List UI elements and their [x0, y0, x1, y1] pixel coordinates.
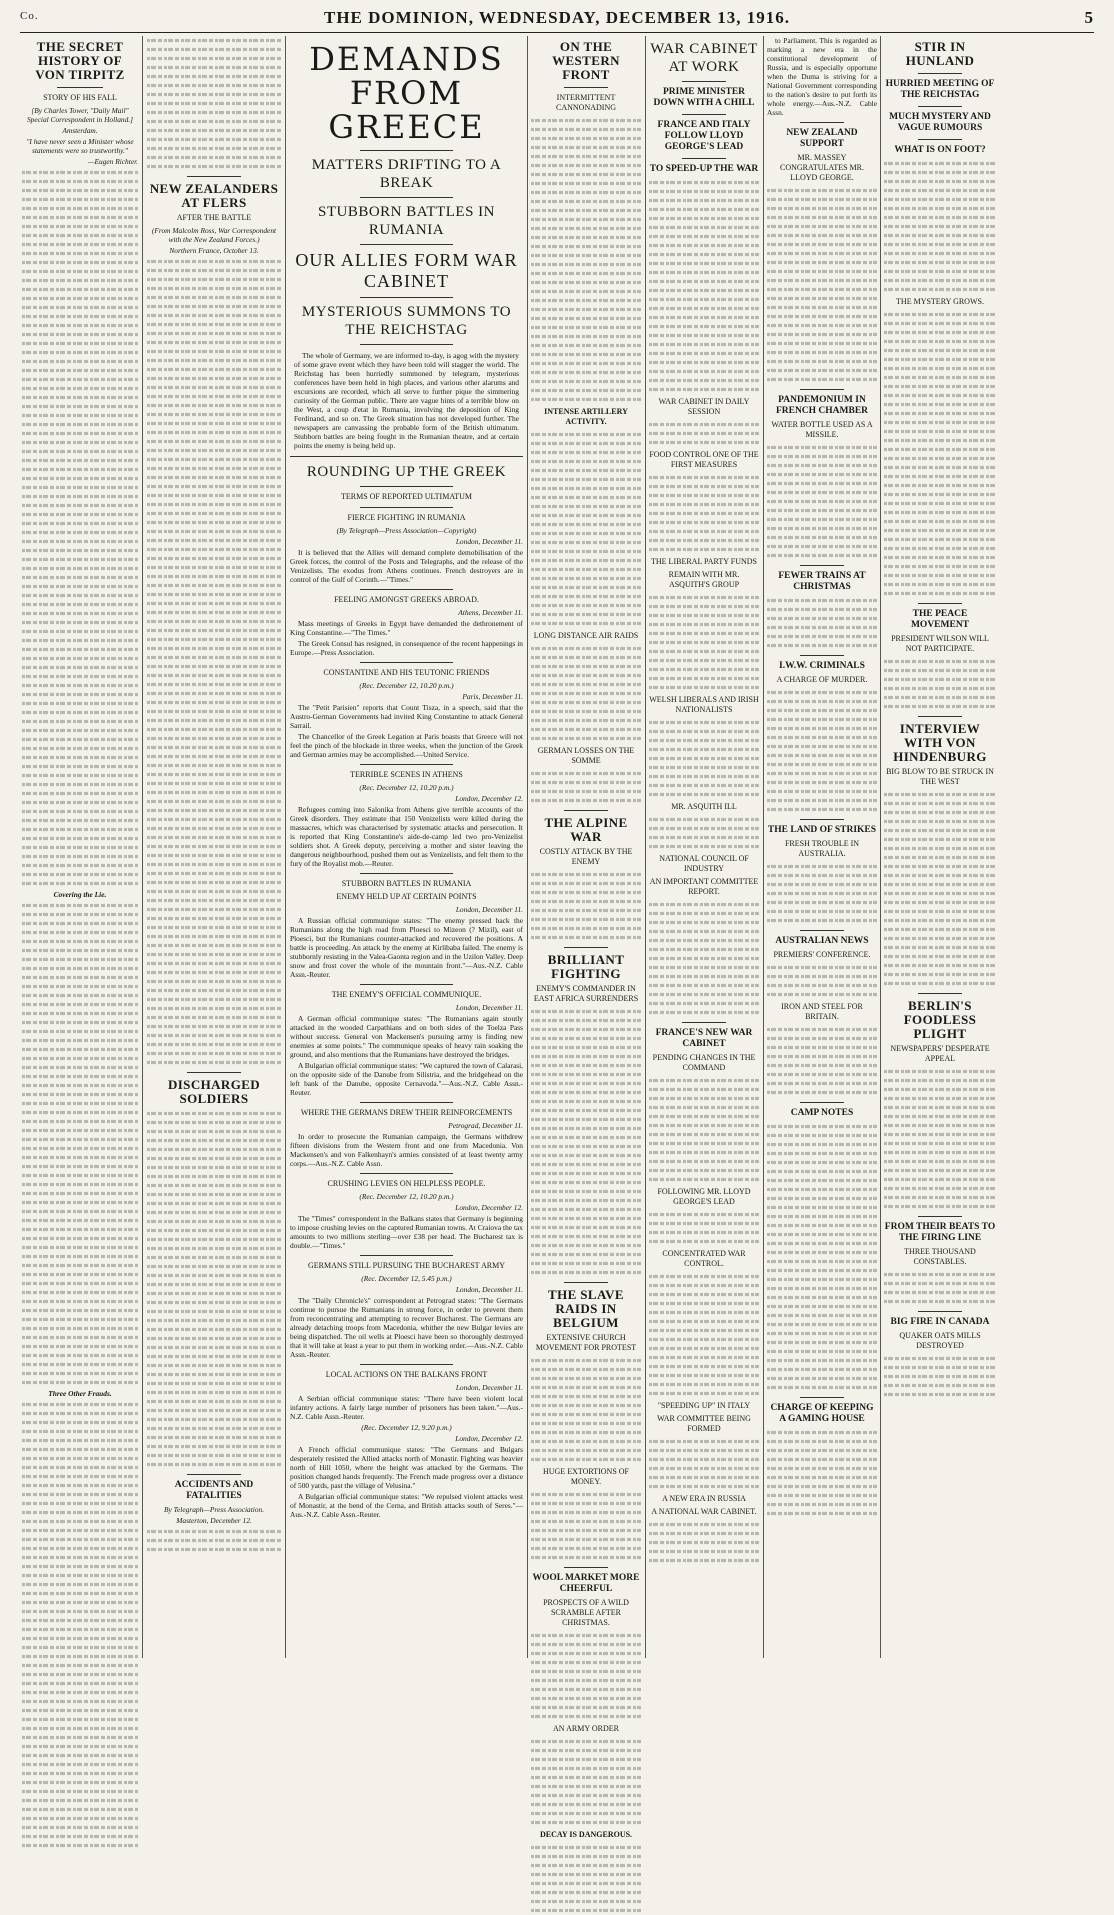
- column-rule: [645, 36, 646, 1658]
- column-rule: [142, 36, 143, 1658]
- body-text-block: [147, 257, 281, 1067]
- body-text-block: [884, 1270, 996, 1306]
- subhead-levies: CRUSHING LEVIES ON HELPLESS PEOPLE.: [327, 1179, 486, 1188]
- subhead-air-raids: LONG DISTANCE AIR RAIDS: [533, 631, 639, 640]
- body-text-block: [531, 1490, 641, 1562]
- paragraph: The "Daily Chronicle's" correspondent at Petrograd states: "The Germans continue to pursue the Rumanians in strong force, in order to prevent them from reconcentrating and attempting to recover Bucharest. The Germans are already detaching troops from Macedonia, whither the new Bulgar levies are being dispatched. The oil wells at Ploesci have been so thoroughly destroyed that it will take at least a year to put them in working order.—Aus.-N.Z. Cable Assn.-Reuter.: [290, 1296, 523, 1359]
- subhead-constables: THREE THOUSAND CONSTABLES.: [904, 1247, 976, 1266]
- body-text-block: [767, 443, 877, 560]
- body-text-block: [767, 862, 877, 925]
- received: (Rec. December 12, 10.20 p.m.): [359, 1192, 454, 1201]
- masthead-title: THE DOMINION, WEDNESDAY, DECEMBER 13, 1916.: [323, 8, 791, 27]
- body-text-block: [531, 644, 641, 743]
- subhead-quaker: QUAKER OATS MILLS DESTROYED: [899, 1331, 981, 1350]
- subhead-frauds: Three Other Frauds.: [48, 1389, 112, 1398]
- subhead-held-up: ENEMY HELD UP AT CERTAIN POINTS: [336, 892, 477, 901]
- subhead-national-council: NATIONAL COUNCIL OF INDUSTRY: [659, 854, 749, 873]
- subhead-appeal: NEWSPAPERS' DESPERATE APPEAL: [890, 1044, 990, 1063]
- paragraph: Refugees coming into Salonika from Athens give terrible accounts of the Greek disorders. They estimate that 150 Venizelists were killed during the massacres, which was characterised by systematic attacks and persecution. It is reported that King Constantine's aide-de-camp led two pro-Venizelist soldiers shot. A Greek deputy, perceiving a mother and sister leaving the dangerous neighbourhood, pushed them out as Venizelists, and felt them to the fury of the Royalist mob.—Reuter.: [290, 805, 523, 868]
- headline-nz-support: NEW ZEALAND SUPPORT: [786, 128, 858, 149]
- received: (Rec. December 12, 10.20 p.m.): [359, 681, 454, 690]
- body-text-block: [531, 116, 641, 404]
- subhead-australia: FRESH TROUBLE IN AUSTRALIA.: [784, 839, 860, 858]
- body-text-block: [884, 1354, 996, 1399]
- subhead-asquith-group: REMAIN WITH MR. ASQUITH'S GROUP: [668, 570, 740, 589]
- column-war-cabinet: [649, 36, 759, 1658]
- subhead-east-africa: ENEMY'S COMMANDER IN EAST AFRICA SURRENDERS: [533, 984, 639, 1003]
- column-rule: [285, 36, 286, 1658]
- agency: By Telegraph—Press Association.: [163, 1505, 265, 1514]
- subhead-enemy-communique: THE ENEMY'S OFFICIAL COMMUNIQUE.: [331, 990, 482, 999]
- paragraph: The Chancellor of the Greek Legation at Paris boasts that Greece will not feel the pinch of the blockade in three weeks, when the junction of the Greek and German armies may be accomplished.—United Service.: [290, 732, 523, 759]
- subhead-massey: MR. MASSEY CONGRATULATES MR. LLOYD GEORGE.: [779, 153, 864, 182]
- subhead-after-battle: AFTER THE BATTLE: [176, 213, 252, 222]
- subhead-fierce: FIERCE FIGHTING IN RUMANIA: [347, 513, 466, 522]
- subhead-feeling: FEELING AMONGST GREEKS ABROAD.: [334, 595, 479, 604]
- received: (Rec. December 12, 10.20 p.m.): [359, 783, 454, 792]
- body-text-block: [649, 1076, 759, 1184]
- headline-gaming-house: CHARGE OF KEEPING A GAMING HOUSE: [770, 1403, 874, 1424]
- headline-berlin: BERLIN'S FOODLESS PLIGHT: [903, 998, 977, 1041]
- lead-paragraph: The whole of Germany, we are informed to-day, is agog with the mystery of some grave event which they have been told will stagger the world. The Reichstag has been hurriedly summoned by telegram, mysterious conferences have been held in high places, and various other alarums and excursions are recorded, which all serve to further pique the simmering curiosity of the German public. There are vague hints of a terrible blow on the West, a coup d'etat in Rumania, involving the deposition of King Ferdinand, and so on. The Greek situation has not developed further. The newspapers are canvassing the probable form of the British ultimatum. Stubborn battles are being fought in the Rumanian theatre, and at certain points the enemy is being held up.: [294, 351, 519, 450]
- subhead-concentrated: CONCENTRATED WAR CONTROL.: [662, 1249, 746, 1268]
- subhead-italy: "SPEEDING UP" IN ITALY: [657, 1401, 751, 1410]
- paragraph: A Serbian official communique states: "There have been violent local infantry actions. A fairly large number of prisoners has been taken."—Aus.-N.Z. Cable Assn.-Reuter.: [290, 1394, 523, 1421]
- subhead-asquith-ill: MR. ASQUITH ILL: [671, 802, 737, 811]
- subhead-scramble: PROSPECTS OF A WILD SCRAMBLE AFTER CHRISTMAS.: [543, 1598, 629, 1627]
- subhead-following: FOLLOWING MR. LLOYD GEORGE'S LEAD: [657, 1187, 751, 1206]
- paragraph: In order to prosecute the Rumanian campaign, the Germans withdrew fifteen divisions from the Western front and one from Macedonia. Von Mackensen's and von Falkenhayn's armies consisted of at least twenty army corps.—Aus.-N.Z. Cable Assn.: [290, 1132, 523, 1168]
- subhead-daily-session: WAR CABINET IN DAILY SESSION: [658, 397, 750, 416]
- headline-peace: THE PEACE MOVEMENT: [910, 609, 970, 630]
- subhead-chill: PRIME MINISTER DOWN WITH A CHILL: [653, 87, 755, 108]
- subhead-extortions: HUGE EXTORTIONS OF MONEY.: [542, 1467, 630, 1486]
- subhead-reichstag: HURRIED MEETING OF THE REICHSTAG: [885, 79, 995, 100]
- column-new-zealanders: [147, 36, 281, 1658]
- body-text-block: [649, 900, 759, 1017]
- paragraph: The "Petit Parisien" reports that Count Tisza, in a speech, said that the Austro-German Governments had invited King Constantine to attack General Sarrail.: [290, 703, 523, 730]
- quote: "I have never seen a Minister whose statements were so trustworthy.": [26, 137, 134, 155]
- body-text-block: [884, 790, 996, 988]
- body-text-block: [884, 657, 996, 711]
- body-text-block: [649, 473, 759, 554]
- body-text-block: [531, 1356, 641, 1464]
- subhead-national-war-cabinet: A NATIONAL WAR CABINET.: [651, 1507, 757, 1516]
- paragraph: A Bulgarian official communique states: "We repulsed violent attacks west of Monastir, at the bend of the Cerna, and British attacks south of Seres."—Aus.-N.Z. Cable Assn.-Reuter.: [290, 1492, 523, 1519]
- paragraph: It is believed that the Allies will demand complete demobilisation of the Greek forces, the control of the Posts and Telegraphs, and the release of the Venizelists. The exodus from Athens continues. French destroyers are in control of the Gulf of Corinth.—"Times.": [290, 548, 523, 584]
- headline-france-cabinet: FRANCE'S NEW WAR CABINET: [655, 1028, 753, 1049]
- agency: (By Telegraph—Press Association—Copyright): [336, 526, 477, 535]
- headline-slave-raids: THE SLAVE RAIDS IN BELGIUM: [548, 1287, 624, 1330]
- body-text-block: [649, 1520, 759, 1565]
- subhead-murder: A CHARGE OF MURDER.: [776, 675, 868, 684]
- dateline: London, December 12.: [455, 1434, 523, 1443]
- headline-france-italy: FRANCE AND ITALY FOLLOW LLOYD GEORGE'S LEAD: [657, 120, 751, 152]
- dateline: Amsterdam.: [62, 126, 98, 135]
- subhead-reinforcements: WHERE THE GERMANS DREW THEIR REINFORCEMENTS: [300, 1108, 513, 1117]
- subhead-food: FOOD CONTROL ONE OF THE FIRST MEASURES: [649, 450, 759, 469]
- dateline: London, December 11.: [455, 1003, 523, 1012]
- body-text-block: [884, 310, 996, 598]
- subhead-on-foot: WHAT IS ON FOOT?: [894, 145, 986, 155]
- headline-iww: I.W.W. CRIMINALS: [779, 661, 865, 671]
- byline: (From Malcolm Ross, War Correspondent with the New Zealand Forces.): [151, 226, 277, 244]
- column-western-front: [531, 36, 641, 1839]
- headline-mysterious: MYSTERIOUS SUMMONS TO THE REICHSTAG: [301, 304, 512, 338]
- dateline: Northern France, October 13.: [169, 246, 259, 255]
- body-text-block: [767, 186, 877, 384]
- paragraph: A French official communique states: "The Germans and Bulgars desperately resisted the Allied attacks north of Monastir. Fighting was heavier north of Hill 1050, where the height was attacked by the Germans. The position changed hands frequently. The French made progress over a distance of 500 yards, past the village of Velusina.": [290, 1445, 523, 1490]
- column-rule: [763, 36, 764, 1658]
- body-text-block: [22, 168, 138, 888]
- headline-wool: WOOL MARKET MORE CHEERFUL: [532, 1573, 640, 1594]
- subhead-russia: A NEW ERA IN RUSSIA: [662, 1494, 746, 1503]
- body-text-block: [649, 1210, 759, 1246]
- received: (Rec. December 12, 5.45 p.m.): [361, 1274, 452, 1283]
- page-number: 5: [1084, 8, 1094, 27]
- headline-fewer-trains: FEWER TRAINS AT CHRISTMAS: [778, 571, 866, 592]
- subhead-covering: Covering the Lie.: [53, 890, 107, 899]
- dateline: Athens, December 11.: [458, 608, 523, 617]
- dateline: London, December 11.: [455, 537, 523, 546]
- subhead-ultimatum: TERMS OF REPORTED ULTIMATUM: [340, 492, 472, 501]
- paragraph: The "Times" correspondent in the Balkans states that Germany is beginning to impose crushing levies on the captured Rumanian towns. At Craiova the tax amounts to two millions sterling—over £38 per head. The Bucharest tax is double.—"Times.": [290, 1214, 523, 1250]
- headline-alpine: THE ALPINE WAR: [544, 815, 628, 844]
- dateline: Masterton, December 12.: [176, 1516, 252, 1525]
- column-nz-support: [767, 36, 877, 1658]
- column-rule: [880, 36, 881, 1658]
- body-text-block: [531, 1737, 641, 1827]
- headline-discharged: DISCHARGED SOLDIERS: [167, 1077, 261, 1106]
- headline-brilliant: BRILLIANT FIGHTING: [547, 952, 625, 981]
- body-text-block: [531, 430, 641, 628]
- body-text-block: [649, 1272, 759, 1398]
- headline-tirpitz: THE SECRET HISTORY OF VON TIRPITZ: [35, 39, 125, 82]
- dateline: London, December 12.: [455, 794, 523, 803]
- headline-firing-line: FROM THEIR BEATS TO THE FIRING LINE: [884, 1222, 996, 1243]
- headline-pandemonium: PANDEMONIUM IN FRENCH CHAMBER: [775, 395, 869, 416]
- subhead-mystery-grows: THE MYSTERY GROWS.: [896, 297, 984, 306]
- subhead-bucharest: GERMANS STILL PURSUING THE BUCHAREST ARMY: [308, 1261, 505, 1270]
- body-text-block: [767, 1122, 877, 1392]
- body-text-block: [649, 178, 759, 394]
- headline-canada-fire: BIG FIRE IN CANADA: [890, 1317, 990, 1327]
- headline-camp-notes: CAMP NOTES: [790, 1108, 854, 1118]
- body-text-block: [147, 1527, 281, 1554]
- paragraph: A Bulgarian official communique states: "We captured the town of Calarasi, on the opposite side of the Danube from Silistria, and the bridgehead on the left bank of the Danube, opposite Cernavoda."—Aus.-N.Z. Cable Assn.-Reuter.: [290, 1061, 523, 1097]
- subhead-athens: TERRIBLE SCENES IN ATHENS: [350, 770, 463, 779]
- subhead-somme: GERMAN LOSSES ON THE SOMME: [537, 746, 635, 765]
- headline-stubborn: STUBBORN BATTLES IN RUMANIA: [317, 204, 495, 238]
- column-hunland: [884, 36, 996, 1658]
- body-text-block: [531, 1007, 641, 1277]
- headline-rounding-up: ROUNDING UP THE GREEK: [306, 464, 507, 480]
- headline-flers: NEW ZEALANDERS AT FLERS: [149, 181, 279, 210]
- body-text-block: [884, 1067, 996, 1211]
- body-text-block: [22, 1400, 138, 1850]
- subhead-mystery: MUCH MYSTERY AND VAGUE RUMOURS: [889, 112, 991, 133]
- ad-decay: DECAY IS DANGEROUS.: [539, 1830, 633, 1839]
- headline-war-cabinet: OUR ALLIES FORM WAR CABINET: [295, 250, 518, 291]
- subhead-speed-up: TO SPEED-UP THE WAR: [649, 164, 759, 174]
- paragraph: Mass meetings of Greeks in Egypt have demanded the dethronement of King Constantine.—"The Times.": [290, 619, 523, 637]
- headline-hindenburg: INTERVIEW WITH VON HINDENBURG: [893, 721, 987, 764]
- headline-drifting: MATTERS DRIFTING TO A BREAK: [311, 157, 502, 191]
- body-text-block: [649, 420, 759, 447]
- body-text-block: [147, 1109, 281, 1469]
- subhead-church: EXTENSIVE CHURCH MOVEMENT FOR PROTEST: [535, 1333, 637, 1352]
- body-text-block: [649, 593, 759, 692]
- subhead-war-committee: WAR COMMITTEE BEING FORMED: [657, 1414, 751, 1433]
- headline-war-cabinet-work: WAR CABINET AT WORK: [650, 41, 758, 75]
- masthead: [20, 8, 1094, 33]
- column-rule: [527, 36, 528, 1658]
- subhead-pending: PENDING CHANGES IN THE COMMAND: [652, 1053, 756, 1072]
- subhead-constantine: CONSTANTINE AND HIS TEUTONIC FRIENDS: [323, 668, 490, 677]
- subhead-welsh: WELSH LIBERALS AND IRISH NATIONALISTS: [649, 695, 759, 714]
- subhead-iron-steel: IRON AND STEEL FOR BRITAIN.: [781, 1002, 863, 1021]
- dateline: London, December 11.: [455, 1383, 523, 1392]
- subhead-water-bottle: WATER BOTTLE USED AS A MISSILE.: [771, 420, 873, 439]
- subhead-cannonading: INTERMITTENT CANNONADING: [556, 93, 616, 112]
- body-text-block: [767, 963, 877, 999]
- body-text-block: [531, 769, 641, 805]
- headline-accidents: ACCIDENTS AND FATALITIES: [174, 1480, 254, 1501]
- body-text-block: [531, 1631, 641, 1721]
- body-text-block: [767, 596, 877, 650]
- headline-western-front: ON THE WESTERN FRONT: [552, 39, 620, 82]
- headline-australian-news: AUSTRALIAN NEWS: [775, 936, 869, 946]
- body-text-block: [884, 159, 996, 294]
- column-greece: [290, 36, 523, 1658]
- body-text-block: [649, 815, 759, 851]
- subhead-rumania: STUBBORN BATTLES IN RUMANIA: [341, 879, 472, 888]
- corner-mark: Co.: [20, 10, 39, 22]
- body-text-block: [22, 901, 138, 1387]
- dateline: London, December 11.: [455, 905, 523, 914]
- subhead-wilson: PRESIDENT WILSON WILL NOT PARTICIPATE.: [891, 634, 989, 653]
- body-text-block: [531, 870, 641, 942]
- body-text-block: [767, 1025, 877, 1097]
- dateline: Petrograd, December 11.: [448, 1121, 523, 1130]
- body-text-block: [531, 1843, 641, 1915]
- paragraph: The Greek Consul has resigned, in consequence of the recent happenings in Europe.—Press Association.: [290, 639, 523, 657]
- subhead-liberal-funds: THE LIBERAL PARTY FUNDS: [651, 557, 757, 566]
- received: (Rec. December 12, 9.20 p.m.): [361, 1423, 452, 1432]
- paragraph: A Russian official communique states: "The enemy pressed back the Rumanians along the high road from Ploesci to Mizeon (? Mizil), east of Ploesci, but the Rumanians counter-attacked and recovered the positions. A battle is proceeding. An attack by the enemy at Kirlibaba failed. The enemy is stubbornly resisting in the Valea-Gaonta region and in the Uzilon Valley. Deep snow and frost cover the whole of the mountain front."—Aus.-N.Z. Cable Assn.-Reuter.: [290, 916, 523, 979]
- headline-hunland: STIR IN HUNLAND: [905, 39, 975, 68]
- body-text-block: [767, 1428, 877, 1518]
- subhead-costly: COSTLY ATTACK BY THE ENEMY: [539, 847, 633, 866]
- paragraph: to Parliament. This is regarded as marking a new era in the constitutional development of Russia, and is especially opportune when the Duma is striving for a National Government corresponding to the nation's desire to put forth its whole energy.—Aus.-N.Z. Cable Assn.: [767, 36, 877, 117]
- subhead-premiers: PREMIERS' CONFERENCE.: [773, 950, 871, 959]
- column-tirpitz: [22, 36, 138, 1658]
- paragraph: A German official communique states: "The Rumanians again stoutly attacked in the wooded Carpathians and on both sides of the Toelza Pass without success. General von Mackensen's pursuing army is finding new enemies at some points." The communique speaks of heavy rain soaking the ground, and also mentions that the Rumanians have destroyed the bridges.: [290, 1014, 523, 1059]
- subhead-army-order: AN ARMY ORDER: [553, 1724, 619, 1733]
- body-text-block: [147, 36, 281, 171]
- body-text-block: [767, 688, 877, 814]
- headline-demands-greece: DEMANDS FROM GREECE: [309, 40, 504, 146]
- headline-strikes: THE LAND OF STRIKES: [767, 825, 877, 835]
- dateline: London, December 12.: [455, 1203, 523, 1212]
- body-text-block: [649, 718, 759, 799]
- subhead-fall: STORY OF HIS FALL: [43, 93, 117, 102]
- byline: [By Charles Tower, "Daily Mail" Special Correspondent in Holland.]: [26, 106, 134, 124]
- dateline: Paris, December 11.: [462, 692, 523, 701]
- subhead-committee-report: AN IMPORTANT COMMITTEE REPORT.: [649, 877, 759, 896]
- subhead-balkans: LOCAL ACTIONS ON THE BALKANS FRONT: [325, 1370, 488, 1379]
- subhead-big-blow: BIG BLOW TO BE STRUCK IN THE WEST: [886, 767, 994, 786]
- subhead-artillery: INTENSE ARTILLERY ACTIVITY.: [544, 407, 628, 426]
- dateline: London, December 11.: [455, 1285, 523, 1294]
- quote-attribution: —Eugen Richter.: [87, 157, 138, 166]
- body-text-block: [649, 1437, 759, 1491]
